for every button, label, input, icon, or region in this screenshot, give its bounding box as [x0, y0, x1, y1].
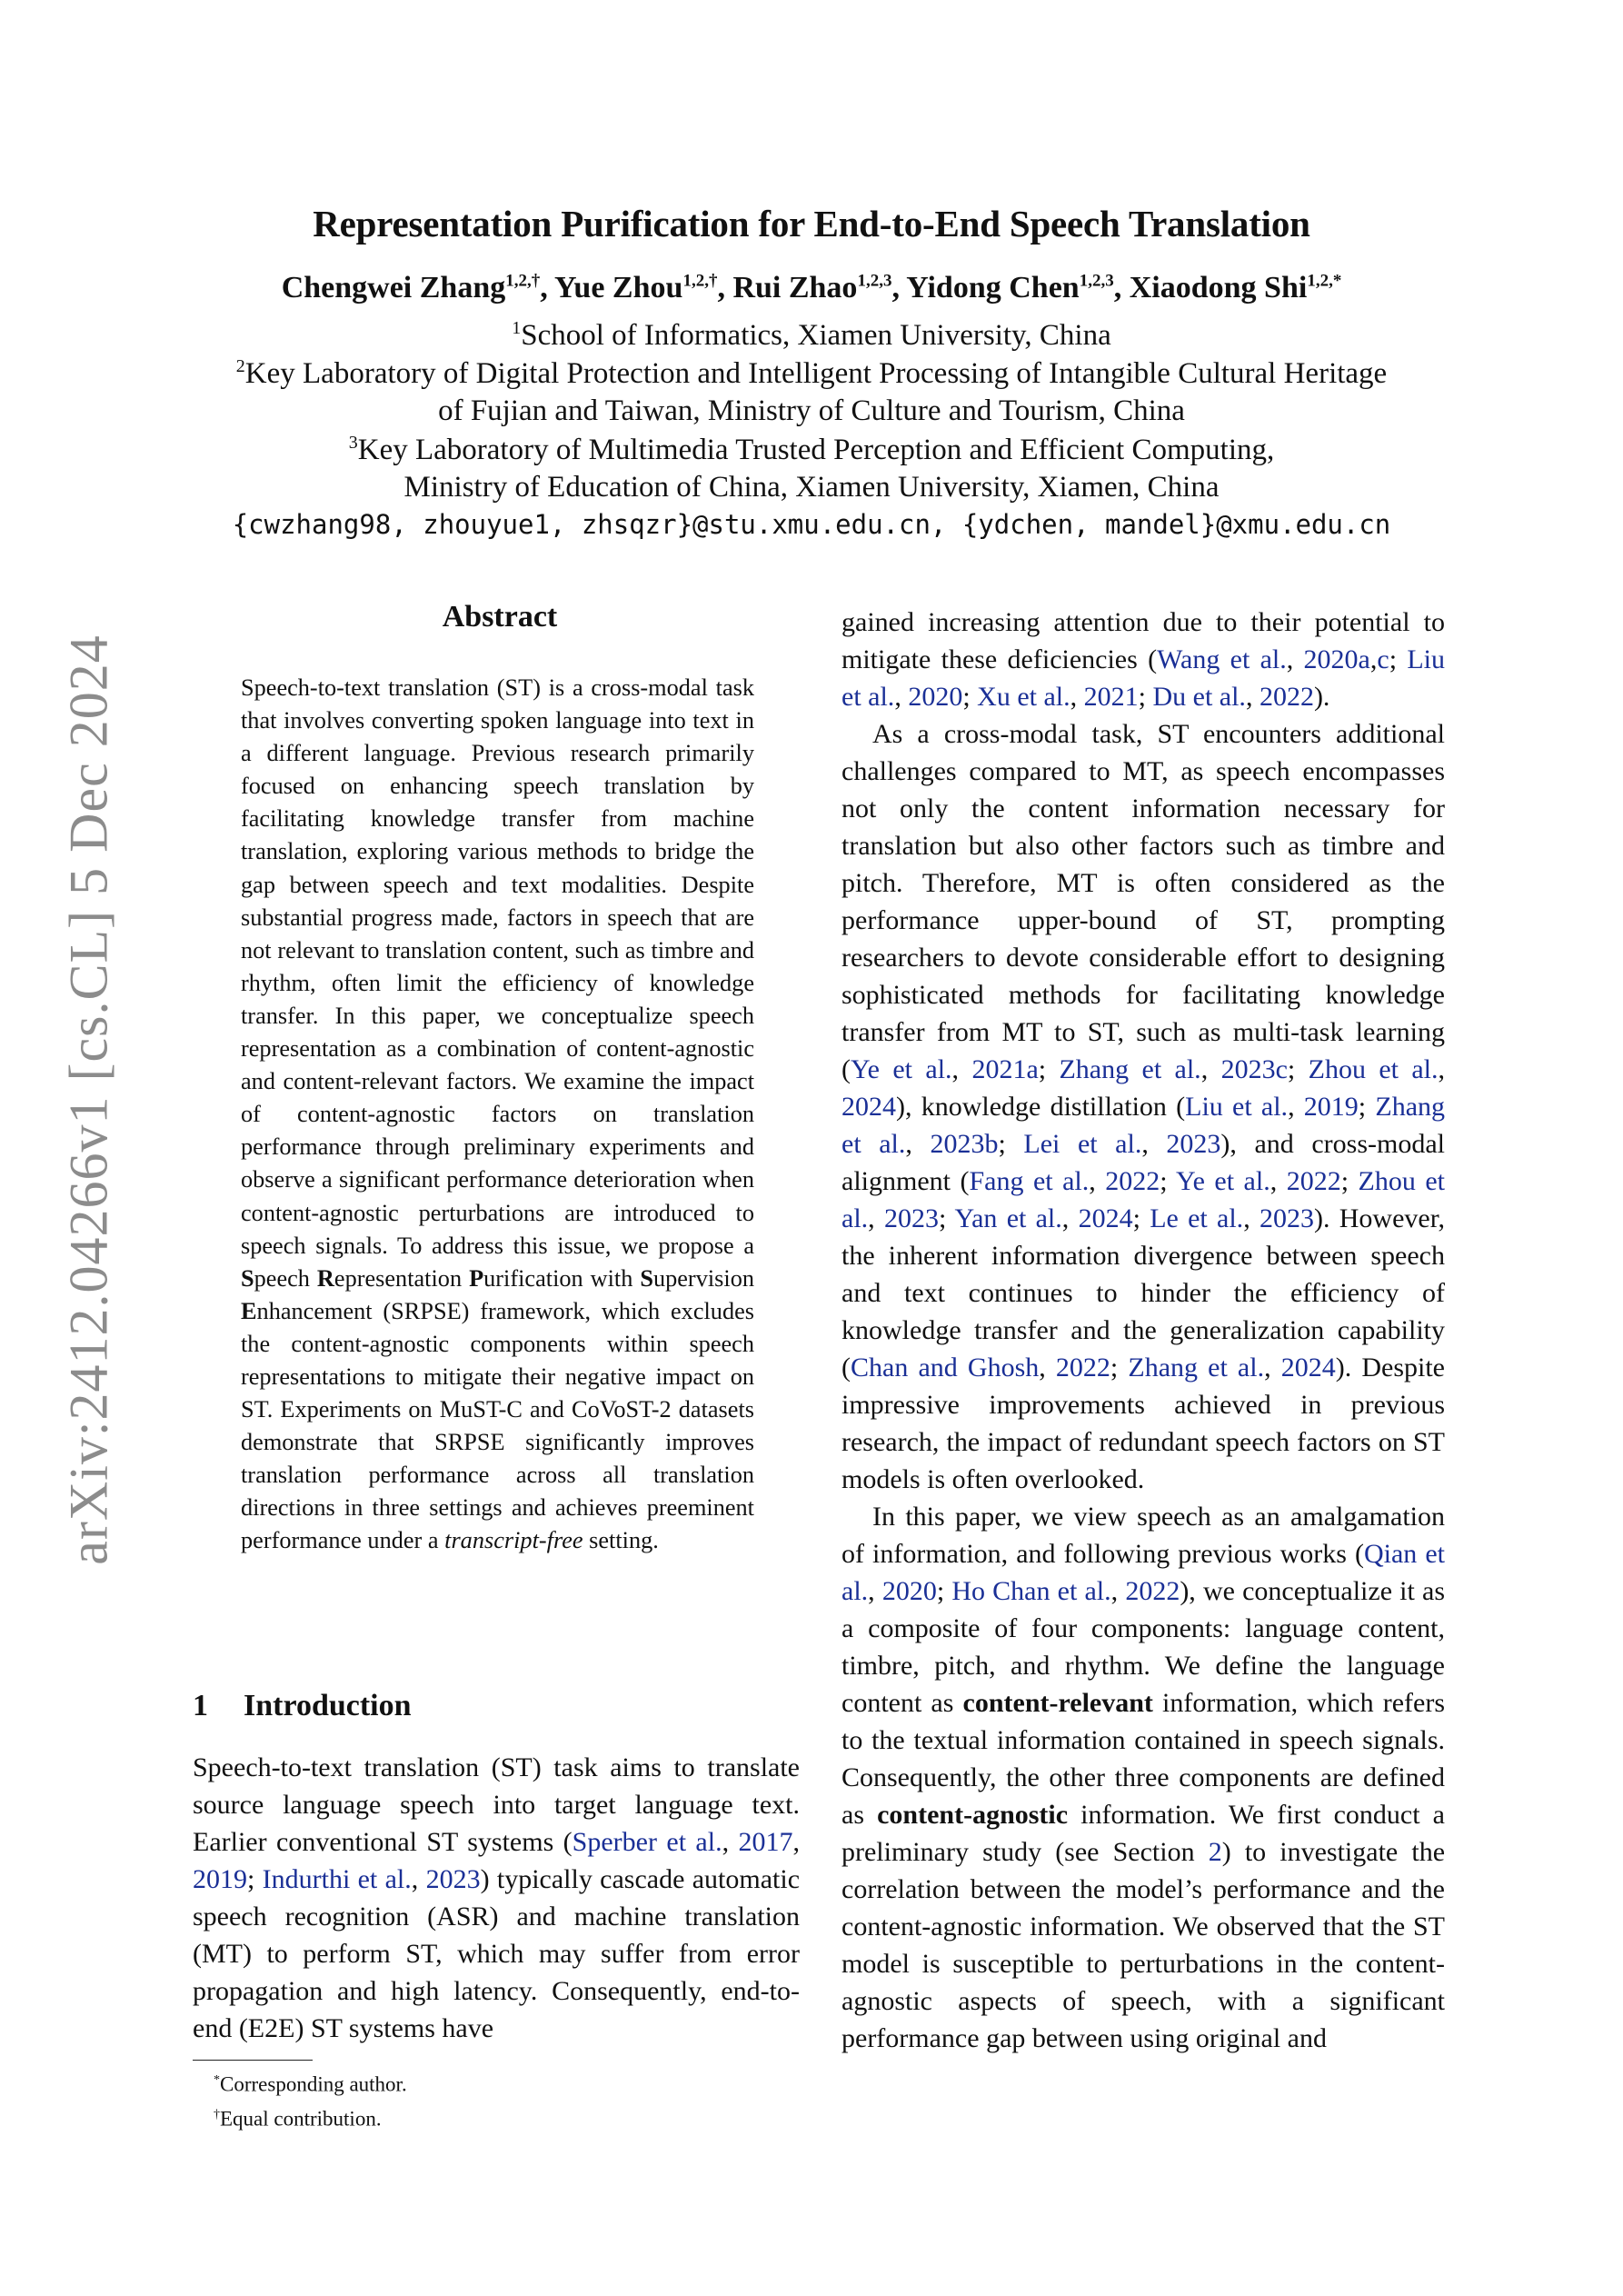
citation-link[interactable]: 2021a	[971, 1054, 1039, 1084]
section-title: Introduction	[244, 1689, 412, 1722]
citation-link[interactable]: 2019	[1303, 1092, 1359, 1122]
footnote-1: *Corresponding author.	[214, 2072, 407, 2096]
citation-link[interactable]: Xu et al.	[977, 682, 1070, 712]
arxiv-stamp: arXiv:2412.04266v1 [cs.CL] 5 Dec 2024	[58, 634, 119, 1565]
author-name: Yidong Chen	[906, 271, 1080, 304]
citation-link[interactable]: Yan et al.	[954, 1203, 1062, 1233]
citation-link[interactable]: Zhang et al.	[841, 1092, 1446, 1159]
intro-paragraph-1: Speech-to-text translation (ST) task aims to translate source language speech into target language text. Earlier conventional ST systems (Sperber et al., 2017, 2019; Indurthi et al., 2023) typically cascade automatic speech recognition (ASR) and machine translation (MT) to perform ST, which may suffer from error propagation and high latency. Consequently, end-to-end (E2E) ST systems have	[193, 1752, 801, 2043]
citation-link[interactable]: 2020	[908, 682, 963, 712]
author-marks: 1,2,3	[1079, 271, 1114, 291]
bold-term: content-agnostic	[877, 1800, 1069, 1830]
paper-title: Representation Purification for End-to-End Speech Translation	[313, 203, 1310, 245]
citation-link[interactable]: Du et al.	[1152, 682, 1246, 712]
affiliation-mark: 3	[348, 433, 358, 453]
author-marks: 1,2,†	[682, 271, 718, 291]
author-marks: 1,2,3	[857, 271, 892, 291]
citation-link[interactable]: Zhang et al.	[1059, 1054, 1201, 1084]
citation-link[interactable]: 2023	[883, 1203, 939, 1233]
section-number: 1	[193, 1689, 208, 1722]
affiliation-line: Key Laboratory of Digital Protection and Intelligent Processing of Intangible Cultural Heritage	[244, 357, 1388, 390]
citation-link[interactable]: 2024	[841, 1092, 896, 1122]
citation-link[interactable]: Zhou et al.	[1308, 1054, 1439, 1084]
affiliation-3	[0, 433, 1623, 467]
affiliation-3-cont: Ministry of Education of China, Xiamen University, Xiamen, China	[403, 471, 1220, 504]
footnote-rule	[193, 2060, 313, 2061]
citation-link[interactable]: Zhang et al.	[1128, 1353, 1265, 1383]
author-name: Yue Zhou	[554, 271, 683, 304]
affiliation-mark: 1	[512, 318, 522, 338]
citation-link[interactable]: 2022	[1055, 1353, 1110, 1383]
citation-link[interactable]: 2022	[1259, 682, 1314, 712]
citation-link[interactable]: 2022	[1286, 1166, 1341, 1196]
citation-link[interactable]: Qian et al.	[841, 1539, 1445, 1606]
citation-link[interactable]: Lei et al.	[1023, 1129, 1142, 1159]
citation-link[interactable]: Indurthi et al.	[262, 1864, 412, 1894]
citation-link[interactable]: 2022	[1105, 1166, 1160, 1196]
section-link[interactable]: 2	[1208, 1837, 1222, 1867]
citation-link[interactable]: 2017	[738, 1827, 793, 1857]
intro-paragraph-1-cont: gained increasing attention due to their potential to mitigate these deficiencies (Wang et al., 2020a,c; Liu et al., 2020; Xu et al., 2021; Du et al., 2022).	[841, 607, 1446, 712]
footnote-2: †Equal contribution.	[214, 2107, 382, 2131]
author-marks: 1,2,†	[505, 271, 541, 291]
citation-link[interactable]: Liu et al.	[841, 644, 1446, 712]
abstract-body: Speech-to-text translation (ST) is a cross-modal task that involves converting spoken language into text in a different language. Previous research primarily focused on enhancing speech translation by facilitating knowledge transfer from machine translation, exploring various methods to bridge the gap between speech and text modalities. Despite substantial progress made, factors in speech that are not relevant to translation content, such as timbre and rhythm, often limit the efficiency of knowledge transfer. In this paper, we conceptualize speech representation as a combination of content-agnostic and content-relevant factors. We examine the impact of content-agnostic factors on translation performance through preliminary experiments and observe a significant performance deterioration when content-agnostic perturbations are introduced to speech signals. To address this issue, we propose a Speech Representation Purification with Supervision Enhancement (SRPSE) framework, which excludes the content-agnostic components within speech representations to mitigate their negative impact on ST. Experiments on MuST-C and CoVoST-2 datasets demonstrate that SRPSE significantly improves translation performance across all translation directions in three settings and achieves preeminent performance under a transcript-free setting.	[241, 674, 754, 1554]
intro-paragraph-2: As a cross-modal task, ST encounters additional challenges compared to MT, as speech encompasses not only the content information necessary for translation but also other factors such as timbre and pitch. Therefore, MT is often considered as the performance upper-bound of ST, prompting researchers to devote considerable effort to designing sophisticated methods for facilitating knowledge transfer from MT to ST, such as multi-task learning (Ye et al., 2021a; Zhang et al., 2023c; Zhou et al., 2024), knowledge distillation (Liu et al., 2019; Zhang et al., 2023b; Lei et al., 2023), and cross-modal alignment (Fang et al., 2022; Ye et al., 2022; Zhou et al., 2023; Yan et al., 2024; Le et al., 2023). However, the inherent information divergence between speech and text continues to hinder the efficiency of knowledge transfer and the generalization capability (Chan and Ghosh, 2022; Zhang et al., 2024). Despite impressive improvements achieved in previous research, the impact of redundant speech factors on ST models is often overlooked.	[841, 719, 1446, 1494]
citation-link[interactable]: 2021	[1083, 682, 1139, 712]
citation-link[interactable]: Fang et al.	[969, 1166, 1090, 1196]
author-marks: 1,2,*	[1307, 271, 1342, 291]
bold-term: content-relevant	[962, 1688, 1153, 1718]
citation-link[interactable]: Zhou et al.	[841, 1166, 1446, 1233]
citation-link[interactable]: 2024	[1280, 1353, 1336, 1383]
citation-link[interactable]: Ye et al.	[851, 1054, 952, 1084]
citation-link[interactable]: Sperber et al.	[572, 1827, 722, 1857]
right-column	[841, 604, 1445, 2057]
citation-link[interactable]: 2023b	[930, 1129, 999, 1159]
citation-link[interactable]: Ho Chan et al.	[951, 1576, 1111, 1606]
author-list: Chengwei Zhang$^{1,2,\dagger}$, Yue Zhou$^{1,2,\dagger}$, Rui Zhao$^{1,2,3}$, Yidong Chen$^{1,2,3}$, Xiaodong Shi$^{1,2,*}$	[281, 271, 1342, 304]
author-name: Rui Zhao	[732, 271, 858, 304]
citation-link[interactable]: 2023c	[1220, 1054, 1288, 1084]
intro-paragraph-3: In this paper, we view speech as an amalgamation of information, and following previous works (Qian et al., 2020; Ho Chan et al., 2022), we conceptualize it as a composite of four components: language content, timbre, pitch, and rhythm. We define the language content as content-relevant information, which refers to the textual information contained in speech signals. Consequently, the other three components are defined as content-agnostic information. We first conduct a preliminary study (see Section 2) to investigate the correlation between the model’s performance and the content-agnostic information. We observed that the ST model is susceptible to perturbations in the content-agnostic aspects of speech, with a significant performance gap between using original and	[841, 1502, 1446, 2053]
affiliation-mark: 2	[235, 356, 245, 376]
citation-link[interactable]: Liu et al.	[1185, 1092, 1289, 1122]
citation-link[interactable]: 2020	[881, 1576, 937, 1606]
abstract-heading: Abstract	[442, 600, 558, 634]
citation-link[interactable]: 2023	[425, 1864, 481, 1894]
section-heading-introduction	[193, 1689, 412, 1723]
affiliation-2-cont: of Fujian and Taiwan, Ministry of Culture and Tourism, China	[438, 394, 1185, 427]
citation-link[interactable]: Le et al.	[1150, 1203, 1244, 1233]
author-name: Chengwei Zhang	[281, 271, 506, 304]
citation-link[interactable]: 2022	[1125, 1576, 1180, 1606]
citation-link[interactable]: 2024	[1078, 1203, 1133, 1233]
citation-link[interactable]: 2023	[1166, 1129, 1221, 1159]
citation-link[interactable]: c	[1377, 644, 1389, 674]
affiliation-line: School of Informatics, Xiamen University, China	[521, 319, 1111, 352]
citation-link[interactable]: Chan and Ghosh	[851, 1353, 1040, 1383]
author-name: Xiaodong Shi	[1129, 271, 1308, 304]
affiliation-1	[0, 318, 1623, 353]
affiliation-line: Key Laboratory of Multimedia Trusted Perception and Efficient Computing,	[357, 434, 1275, 466]
affiliation-2	[0, 356, 1623, 391]
citation-link[interactable]: Ye et al.	[1175, 1166, 1270, 1196]
citation-link[interactable]: 2020a	[1303, 644, 1370, 674]
author-emails: {cwzhang98, zhouyue1, zhsqzr}@stu.xmu.edu.cn, {ydchen, mandel}@xmu.edu.cn	[232, 509, 1391, 540]
citation-link[interactable]: 2019	[193, 1864, 247, 1894]
citation-link[interactable]: Wang et al.	[1157, 644, 1287, 674]
citation-link[interactable]: 2023	[1259, 1203, 1314, 1233]
footnotes	[214, 2065, 407, 2133]
